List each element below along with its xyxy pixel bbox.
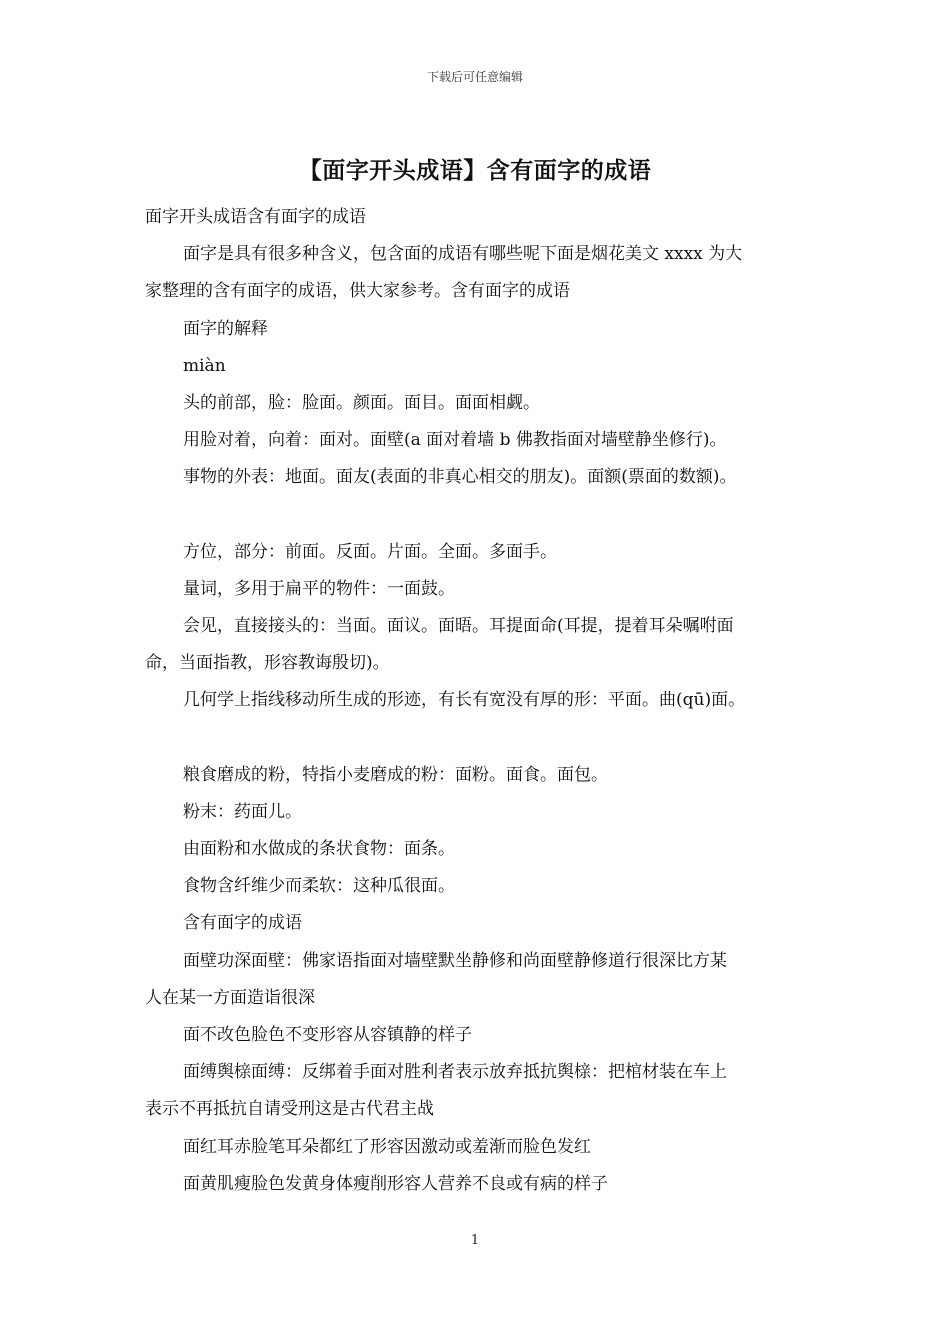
idiom-item: 面不改色脸色不变形容从容镇静的样子 [183, 1025, 472, 1046]
paragraph-subtitle: 面字开头成语含有面字的成语 [145, 207, 366, 227]
definition-item: 用脸对着，向着：面对。面壁(a 面对着墙 b 佛教指面对墙壁静坐修行)。 [183, 430, 727, 451]
idiom-item-continued: 人在某一方面造诣很深 [145, 987, 315, 1008]
definition-item: 粉末：药面儿。 [183, 801, 302, 822]
page-number: 1 [470, 1233, 480, 1248]
definition-item: 粮食磨成的粉，特指小麦磨成的粉：面粉。面食。面包。 [183, 764, 608, 785]
definition-item: 量词，多用于扁平的物件：一面鼓。 [183, 578, 455, 599]
definition-item-continued: 命，当面指教，形容教诲殷切)。 [145, 653, 390, 674]
definition-item: 几何学上指线移动所生成的形迹，有长有宽没有厚的形：平面。曲(qū)面。 [183, 690, 746, 711]
definition-item: 由面粉和水做成的条状食物：面条。 [183, 839, 455, 860]
idiom-item: 面缚舆榇面缚：反绑着手面对胜利者表示放弃抵抗舆榇：把棺材装在车上 [183, 1062, 727, 1083]
section-heading-idioms: 含有面字的成语 [183, 913, 302, 934]
pinyin-line: miàn [183, 355, 226, 376]
definition-item: 头的前部，脸：脸面。颜面。面目。面面相觑。 [183, 393, 540, 414]
definition-item: 食物含纤维少而柔软：这种瓜很面。 [183, 876, 455, 897]
idiom-item-continued: 表示不再抵抗自请受刑这是古代君主战 [145, 1099, 434, 1120]
idiom-item: 面红耳赤脸笔耳朵都红了形容因激动或羞渐而脸色发红 [183, 1136, 591, 1157]
section-heading-definition: 面字的解释 [183, 318, 268, 339]
definition-item: 会见，直接接头的：当面。面议。面晤。耳提面命(耳提，提着耳朵嘱咐面 [183, 616, 734, 637]
paragraph-intro-continued: 家整理的含有面字的成语，供大家参考。含有面字的成语 [145, 281, 570, 302]
document-body [145, 199, 820, 1203]
definition-item: 事物的外表：地面。面友(表面的非真心相交的朋友)。面额(票面的数额)。 [183, 467, 737, 488]
paragraph-intro: 面字是具有很多种含义，包含面的成语有哪些呢下面是烟花美文 xxxx 为大 [183, 244, 743, 265]
header-note: 下载后可任意编辑 [426, 70, 523, 84]
document-title: 【面字开头成语】含有面字的成语 [298, 157, 652, 184]
idiom-item: 面黄肌瘦脸色发黄身体瘦削形容人营养不良或有病的样子 [183, 1173, 608, 1194]
idiom-item: 面壁功深面壁：佛家语指面对墙壁默坐静修和尚面壁静修道行很深比方某 [183, 950, 727, 971]
definition-item: 方位，部分：前面。反面。片面。全面。多面手。 [183, 541, 557, 562]
